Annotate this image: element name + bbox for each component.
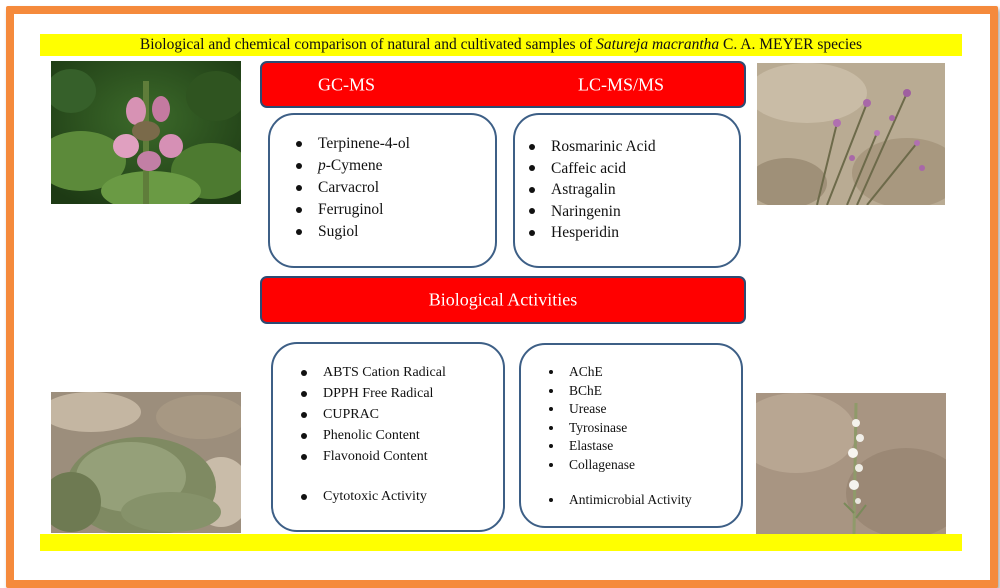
gcms-compound-item: Carvacrol <box>318 177 410 199</box>
activity-item: DPPH Free Radical <box>323 383 446 404</box>
title-prefix: Biological and chemical comparison of natural and cultivated samples of <box>139 36 597 53</box>
gcms-compound-item: Terpinene-4-ol <box>318 133 410 155</box>
activity-item: Phenolic Content <box>323 425 446 446</box>
gcms-compounds-box <box>268 113 497 268</box>
enzyme-item: Tyrosinase <box>569 419 692 438</box>
analysis-methods-header <box>260 61 746 108</box>
cytotoxic-activity-item: Cytotoxic Activity <box>323 486 446 507</box>
lcms-compounds-box <box>513 113 741 268</box>
lcms-compound-item: Hesperidin <box>551 222 656 244</box>
bottom-banner <box>40 534 962 551</box>
enzyme-item: Elastase <box>569 437 692 456</box>
activity-item: CUPRAC <box>323 404 446 425</box>
gcms-compound-item: Ferruginol <box>318 199 410 221</box>
title-species: Satureja macrantha <box>596 36 720 53</box>
photo-white-flower-stem <box>756 393 946 534</box>
lcms-header: LC-MS/MS <box>578 74 665 94</box>
enzyme-item: Urease <box>569 400 692 419</box>
antimicrobial-activity-item: Antimicrobial Activity <box>569 491 692 510</box>
gcms-compound-item: Sugiol <box>318 221 410 243</box>
enzyme-activities-box <box>519 343 743 528</box>
activity-item: Flavonoid Content <box>323 446 446 467</box>
lcms-compound-item: Rosmarinic Acid <box>551 136 656 158</box>
gcms-header: GC-MS <box>318 74 376 94</box>
enzyme-item: AChE <box>569 363 692 382</box>
gcms-compound-item: p-Cymene <box>318 155 410 177</box>
photo-flower-closeup <box>51 61 241 204</box>
enzyme-item: BChE <box>569 382 692 401</box>
lcms-compound-item: Astragalin <box>551 179 656 201</box>
biological-activities-header <box>260 276 746 324</box>
antioxidant-activities-box <box>271 342 505 532</box>
title-suffix: C. A. MEYER species <box>719 36 863 53</box>
enzyme-item: Collagenase <box>569 456 692 475</box>
photo-shrub-habitat <box>51 392 241 533</box>
lcms-compound-item: Naringenin <box>551 201 656 223</box>
title-banner <box>40 34 962 56</box>
photo-flowering-stems <box>757 63 945 205</box>
activity-item: ABTS Cation Radical <box>323 362 446 383</box>
bio-header: Biological Activities <box>428 289 578 310</box>
lcms-compound-item: Caffeic acid <box>551 158 656 180</box>
